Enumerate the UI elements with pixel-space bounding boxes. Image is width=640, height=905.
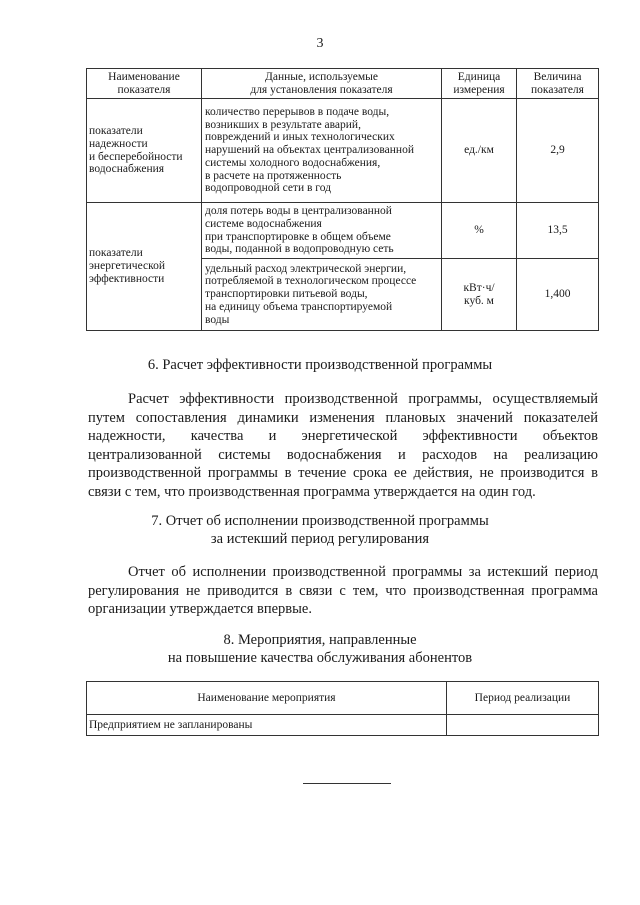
events-header-row [87, 682, 599, 715]
header-indicator-data: Данные, используемые для установления показателя [202, 69, 442, 99]
table-row [87, 99, 599, 203]
indicators-header-row [87, 69, 599, 99]
indicator-data-cell: удельный расход электрической энергии, потребляемой в технологическом процессе транспортировки питьевой воды, на единицу объема транспортируемой воды [202, 259, 442, 331]
section-6-heading: 6. Расчет эффективности производственной программы [147, 357, 493, 373]
indicator-group-reliability: показатели надежности и бесперебойности водоснабжения [87, 99, 202, 203]
header-value: Величина показателя [517, 69, 599, 99]
indicator-data-cell: количество перерывов в подаче воды, возникших в результате аварий, повреждений и иных технологических нарушений на объектах централизованной системы холодного водоснабжения, в расчете на протяженность водопроводной сети в год [202, 99, 442, 203]
indicator-group-energy: показатели энергетической эффективности [87, 203, 202, 331]
indicator-value-cell: 13,5 [517, 203, 599, 259]
indicator-data-cell: доля потерь воды в централизованной системе водоснабжения при транспортировке в общем объеме воды, поданной в водопроводную сеть [202, 203, 442, 259]
event-period-cell [447, 715, 599, 736]
indicators-table [86, 68, 599, 331]
end-divider [303, 783, 391, 784]
page-number: 3 [316, 36, 324, 51]
section-8-heading: 8. Мероприятия, направленные на повышение качества обслуживания абонентов [167, 632, 473, 666]
section-7-body: Отчет об исполнении производственной программы за истекший период регулирования не приводится в связи с тем, что производственная программа организации утверждается впервые. [88, 564, 598, 617]
events-table [86, 681, 599, 736]
indicator-value-cell: 1,400 [517, 259, 599, 331]
indicator-unit-cell: % [442, 203, 517, 259]
header-indicator-name: Наименование показателя [87, 69, 202, 99]
header-event-period: Период реализации [447, 682, 599, 715]
table-row [87, 203, 599, 259]
event-name-cell: Предприятием не запланированы [87, 715, 447, 736]
indicator-value-cell: 2,9 [517, 99, 599, 203]
section-7-heading: 7. Отчет об исполнении производственной программы за истекший период регулирования [151, 513, 489, 547]
indicator-unit-cell: кВт·ч/ куб. м [442, 259, 517, 331]
table-row [87, 715, 599, 736]
header-event-name: Наименование мероприятия [87, 682, 447, 715]
section-6-body: Расчет эффективности производственной программы, осуществляемый путем сопоставления динамики изменения плановых значений показателей надежности, качества и энергетической эффективности объектов централизованной системы водоснабжения и расходов на реализацию производственной программы в течение срока ее действия, не производится в связи с тем, что производственная программа утверждается на один год. [88, 391, 598, 500]
header-unit: Единица измерения [442, 69, 517, 99]
indicator-unit-cell: ед./км [442, 99, 517, 203]
